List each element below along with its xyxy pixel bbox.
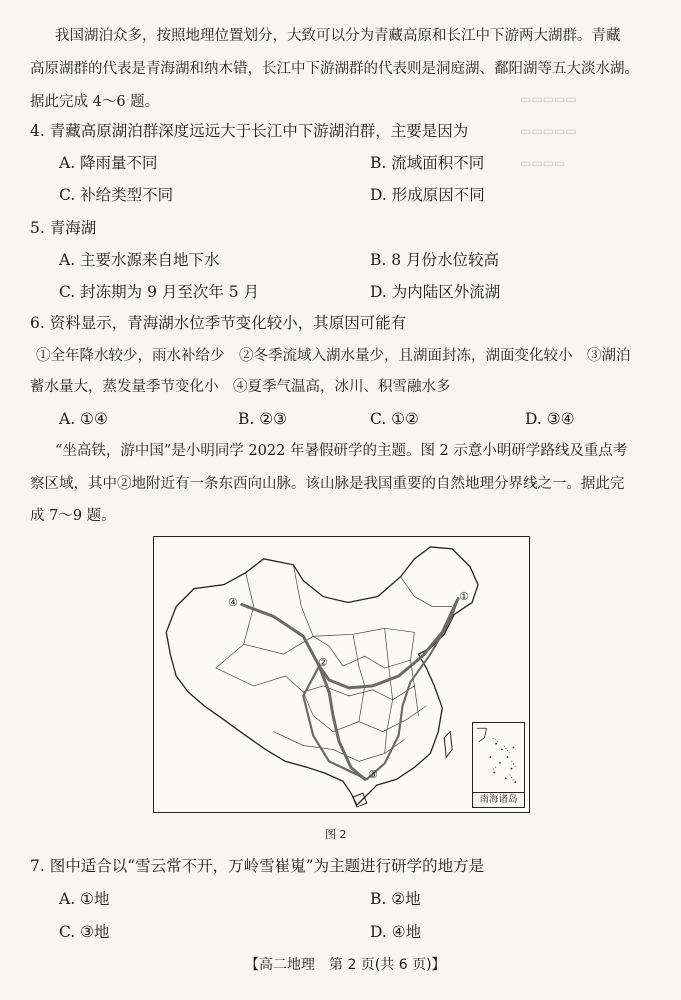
q6-option-d[interactable]: D. ③④ [525, 410, 575, 428]
q5-option-c[interactable]: C. 封冻期为 9 月至次年 5 月 [59, 283, 260, 301]
intro1-line3: 据此完成 4～6 题。 [30, 94, 160, 110]
intro2-line1: “坐高铁，游中国”是小明同学 2022 年暑假研学的主题。图 2 示意小明研学路线及重点考 [55, 443, 628, 459]
intro2-line2: 察区域，其中②地附近有一条东西向山脉。该山脉是我国重要的自然地理分界线之一。据此完 [30, 476, 625, 492]
south-sea-islands-icon [473, 723, 524, 795]
map-marker-3: ③ [368, 768, 378, 781]
q4-option-d[interactable]: D. 形成原因不同 [370, 186, 485, 204]
q4-option-b[interactable]: B. 流域面积不同 [370, 154, 485, 172]
south-china-sea-inset [472, 722, 525, 808]
bleed-through-texture: ▭▭▭▭ [520, 156, 566, 170]
intro1-line2: 高原湖群的代表是青海湖和纳木错，长江中下游湖群的代表则是洞庭湖、鄱阳湖等五大淡水湖。 [30, 61, 639, 77]
map-marker-1: ① [459, 590, 469, 603]
q6-option-c[interactable]: C. ①② [370, 410, 419, 428]
figure-caption: 图 2 [325, 828, 347, 841]
intro2-line3: 成 7～9 题。 [30, 508, 116, 524]
q5-option-b[interactable]: B. 8 月份水位较高 [370, 251, 500, 269]
q7-stem: 7. 图中适合以“雪云常不开，万岭雪崔嵬”为主题进行研学的地方是 [30, 857, 485, 875]
q4-option-c[interactable]: C. 补给类型不同 [59, 186, 174, 204]
q7-option-a[interactable]: A. ①地 [59, 890, 110, 908]
q6-option-a[interactable]: A. ①④ [59, 410, 108, 428]
q4-option-a[interactable]: A. 降雨量不同 [59, 154, 158, 172]
page-footer: 【高二地理 第 2 页(共 6 页)】 [245, 957, 446, 973]
q5-option-a[interactable]: A. 主要水源来自地下水 [59, 251, 220, 269]
q5-option-d[interactable]: D. 为内陆区外流湖 [370, 283, 501, 301]
q7-option-d[interactable]: D. ④地 [370, 923, 422, 941]
q6-stem: 6. 资料显示，青海湖水位季节变化较小，其原因可能有 [30, 314, 407, 332]
q4-stem: 4. 青藏高原湖泊群深度远远大于长江中下游湖泊群，主要是因为 [30, 122, 469, 140]
bleed-through-texture: ▭▭▭▭▭ [520, 92, 577, 106]
q6-statement-line2: 蓄水量大，蒸发量季节变化小 ④夏季气温高，冰川、积雪融水多 [30, 379, 451, 395]
q7-option-b[interactable]: B. ②地 [370, 890, 421, 908]
bleed-through-texture: ▭▭▭▭▭ [520, 124, 577, 138]
q6-option-b[interactable]: B. ②③ [238, 410, 288, 428]
q7-option-c[interactable]: C. ③地 [59, 923, 110, 941]
q6-statement-line1: ①全年降水较少，雨水补给少 ②冬季流域入湖水量少，且湖面封冻，湖面变化较小 ③湖泊 [36, 348, 631, 364]
inset-label: 南海诸岛 [473, 792, 524, 807]
map-marker-2: ② [318, 656, 328, 669]
intro1-line1: 我国湖泊众多，按照地理位置划分，大致可以分为青藏高原和长江中下游两大湖群。青藏 [55, 28, 621, 44]
q5-stem: 5. 青海湖 [30, 219, 97, 237]
map-marker-4: ④ [228, 596, 238, 609]
china-route-map [153, 536, 530, 813]
